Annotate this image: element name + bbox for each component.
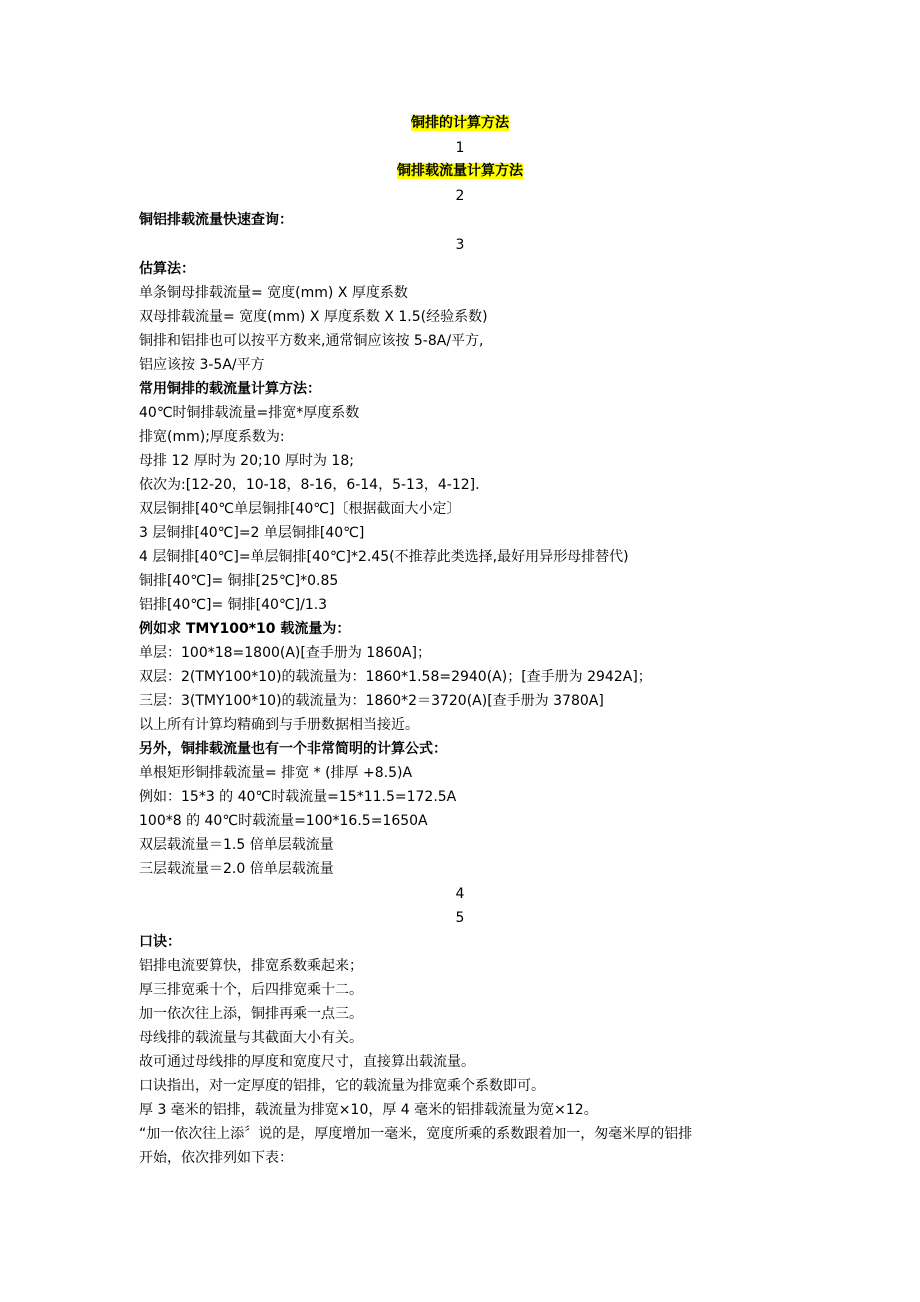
paragraph-line: 口诀指出，对一定厚度的铝排，它的载流量为排宽乘个系数即可。 [139,1078,545,1094]
paragraph-line: 依次为:[12-20，10-18，8-16，6-14，5-13，4-12]. [139,477,480,493]
paragraph-line: 双层：2(TMY100*10)的载流量为：1860*1.58=2940(A)；[查手册为 2942A]； [139,669,652,685]
paragraph-line: 双层铜排[40℃单层铜排[40℃]〔根据截面大小定〕 [139,501,461,517]
title-1 [0,114,920,132]
paragraph-line: 40℃时铜排载流量=排宽*厚度系数 [139,405,360,421]
paragraph-line: 开始，依次排列如下表： [139,1150,293,1166]
heading-common-method: 常用铜排的载流量计算方法： [139,381,321,397]
heading-estimation: 估算法： [139,261,195,277]
paragraph-line: 以上所有计算均精确到与手册数据相当接近。 [139,717,419,733]
paragraph-line: 铝应该按 3-5A/平方 [139,357,265,373]
paragraph-line: 厚三排宽乘十个，后四排宽乘十二。 [139,982,363,998]
paragraph-line: 三层：3(TMY100*10)的载流量为：1860*2＝3720(A)[查手册为 3780A] [139,693,604,709]
paragraph-line: 母排 12 厚时为 20;10 厚时为 18; [139,453,354,469]
section-number-5: 5 [455,910,465,926]
paragraph-line: 铝排电流要算快，排宽系数乘起来； [139,958,363,974]
title-2 [0,162,920,180]
paragraph-line: 单条铜母排载流量= 宽度(mm) X 厚度系数 [139,285,408,301]
heading-example: 例如求 TMY100*10 载流量为： [139,621,351,637]
paragraph-line: 铜排和铝排也可以按平方数来,通常铜应该按 5-8A/平方, [139,333,484,349]
paragraph-line: 加一依次往上添，铜排再乘一点三。 [139,1006,363,1022]
paragraph-line: 100*8 的 40℃时载流量=100*16.5=1650A [139,813,428,829]
paragraph-line: 厚 3 毫米的铝排，载流量为排宽×10，厚 4 毫米的铝排载流量为宽×12。 [139,1102,598,1118]
paragraph-line: 单根矩形铜排载流量= 排宽 * (排厚 +8.5)A [139,765,413,781]
paragraph-line: 故可通过母线排的厚度和宽度尺寸，直接算出载流量。 [139,1054,475,1070]
section-number-3: 3 [455,237,465,253]
section-number-1: 1 [455,140,465,156]
heading-simple-formula: 另外，铜排载流量也有一个非常简明的计算公式： [139,741,447,757]
paragraph-line: 母线排的载流量与其截面大小有关。 [139,1030,363,1046]
section-number-2: 2 [455,188,465,204]
title-1-text: 铜排的计算方法 [411,115,509,131]
paragraph-line: 单层：100*18=1800(A)[查手册为 1860A]； [139,645,431,661]
paragraph-line: 排宽(mm);厚度系数为: [139,429,285,445]
paragraph-line: 铝排[40℃]= 铜排[40℃]/1.3 [139,597,328,613]
section-number-4: 4 [455,886,465,902]
paragraph-line: 铜排[40℃]= 铜排[25℃]*0.85 [139,573,339,589]
paragraph-line: 双层载流量＝1.5 倍单层载流量 [139,837,334,853]
title-2-text: 铜排载流量计算方法 [397,163,523,179]
heading-quick-query: 铜铝排载流量快速查询： [139,212,293,228]
paragraph-line: 3 层铜排[40℃]=2 单层铜排[40℃] [139,525,365,541]
paragraph-line: “加一依次往上添〞说的是，厚度增加一毫米，宽度所乘的系数跟着加一，匆毫米厚的铝排 [139,1126,693,1142]
heading-mnemonic: 口诀： [139,934,181,950]
paragraph-line: 4 层铜排[40℃]=单层铜排[40℃]*2.45(不推荐此类选择,最好用异形母排替代) [139,549,629,565]
paragraph-line: 双母排载流量= 宽度(mm) X 厚度系数 X 1.5(经验系数) [139,309,488,325]
paragraph-line: 三层载流量＝2.0 倍单层载流量 [139,861,334,877]
paragraph-line: 例如：15*3 的 40℃时载流量=15*11.5=172.5A [139,789,457,805]
